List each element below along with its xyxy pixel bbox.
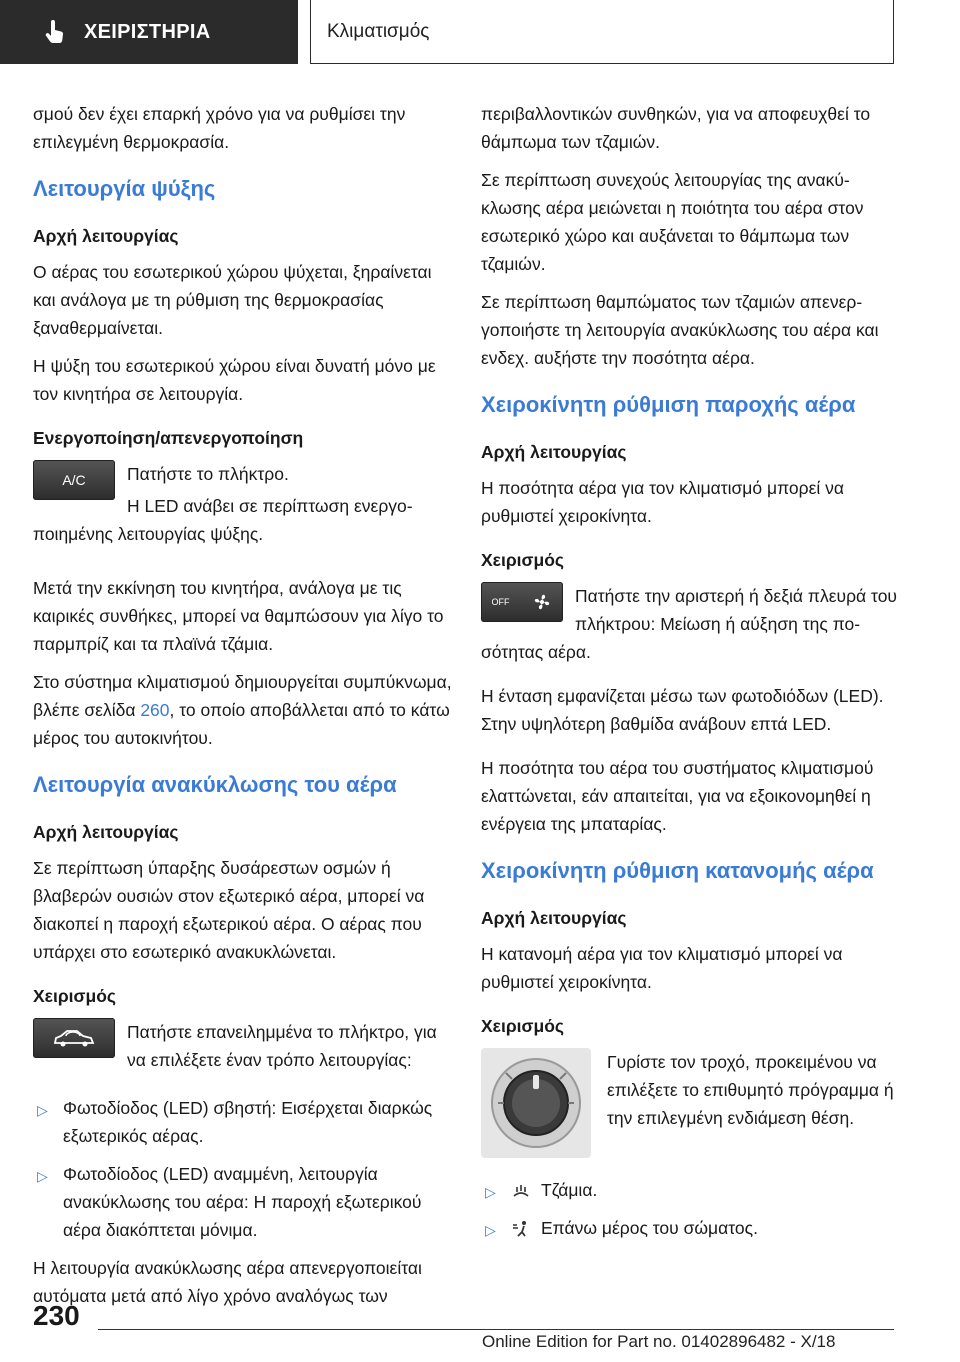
intro-paragraph: σμού δεν έχει επαρκή χρόνο για να ρυθμίσει την επιλεγμένη θερμοκρασία. [33, 104, 406, 152]
paragraph: Σε περίπτωση ύπαρξης δυσάρεστων οσμών ή βλαβερών ουσιών στον εξωτερικό αέρα, μπορεί να διακοπεί η παροχή εξωτερικού αέρα. Ο αέρας που υπάρχει στο εσωτερικό ανακυκλώνεται. [33, 858, 425, 962]
paragraph: Σε περίπτωση συνεχούς λειτουργίας της ανακύκλωσης αέρα μειώνεται η ποιότητα του αέρα στον εσωτερικό χώρο και αυξάνεται το θάμπωμα των τζαμιών. [481, 170, 864, 274]
list-item [33, 1160, 453, 1244]
hand-pointer-icon [42, 19, 68, 45]
fan-button-image [481, 582, 563, 622]
list-item [481, 1214, 901, 1242]
paragraph: Η λειτουργία ανακύκλωσης αέρα απενεργοποιείται αυτόματα μετά από λίγο χρόνο αναλόγως των [33, 1258, 422, 1306]
list-item-text: Επάνω μέρος του σώματος. [541, 1218, 758, 1238]
list-item-text: Φωτοδίοδος (LED) σβηστή: Εισέρχεται διαρκώς εξωτερικός αέρας. [63, 1098, 433, 1146]
paragraph: περιβαλλοντικών συνθηκών, για να αποφευχθεί το θάμπωμα των τζαμιών. [481, 104, 871, 152]
recirc-mode-list [33, 1094, 453, 1244]
heading-airflow: Χειροκίνητη ρύθμιση παροχής αέρα [481, 392, 856, 417]
condensate-paragraph [33, 668, 453, 752]
chapter-tab [310, 0, 894, 64]
rotary-knob-icon [486, 1053, 586, 1153]
heading-on-off: Ενεργοποίηση/απενεργοποίηση [33, 428, 304, 448]
triangle-bullet-icon: ▷ [37, 1168, 48, 1184]
distribution-list [481, 1176, 901, 1242]
paragraph: Η κατανομή αέρα για τον κλιματισμό μπορεί να ρυθμιστεί χειροκίνητα. [481, 944, 843, 992]
knob-block [481, 1048, 901, 1162]
heading-principle: Αρχή λειτουργίας [33, 822, 179, 842]
text-segment: Στο σύστημα κλιματισμού δημιουργείται συμπύκνωμα, βλέπε σελίδα [33, 672, 452, 720]
paragraph: Πατήστε την αριστερή ή δεξιά πλευρά του πλήκτρου: Μείωση ή αύξηση της ποσότητας αέρα. [481, 586, 897, 662]
list-item [481, 1176, 901, 1204]
heading-principle: Αρχή λειτουργίας [481, 442, 627, 462]
footer-edition: Online Edition for Part no. 01402896482 - X/18 [482, 1332, 836, 1351]
paragraph: Πατήστε επανειλημμένα το πλήκτρο, για να επιλέξετε έναν τρόπο λειτουργίας: [127, 1022, 437, 1070]
paragraph: Ο αέρας του εσωτερικού χώρου ψύχεται, ξηραίνεται και ανάλογα με τη ρύθμιση της θερμοκρασίας ξαναθερμαίνεται. [33, 262, 432, 338]
fan-button-block [481, 582, 901, 676]
text-segment: , το οποίο αποβάλλεται από το κάτω μέρος του αυτοκινήτου. [33, 700, 450, 748]
list-item-text: Τζάμια. [541, 1180, 598, 1200]
fan-off-label: OFF [491, 597, 510, 607]
distribution-knob-image [481, 1048, 591, 1158]
heading-recirculation: Λειτουργία ανακύκλωσης του αέρα [33, 772, 397, 797]
ac-button-image [33, 460, 115, 500]
left-column [33, 100, 453, 1320]
right-column [481, 100, 901, 1252]
recirc-button-block [33, 1018, 453, 1084]
heading-cooling: Λειτουργία ψύξης [33, 176, 216, 201]
triangle-bullet-icon: ▷ [37, 1102, 48, 1118]
recirculation-button-image [33, 1018, 115, 1058]
paragraph: Γυρίστε τον τροχό, προκειμένου να επιλέξετε το επιθυμητό πρόγραμμα ή την επιλεγμένη ενδιάμεση θέση. [607, 1052, 894, 1128]
heading-operation: Χειρισμός [33, 986, 116, 1006]
paragraph: Μετά την εκκίνηση του κινητήρα, ανάλογα με τις καιρικές συνθήκες, μπορεί να θαμπώσουν για λίγο το παρμπρίζ και τα πλαϊνά τζάμια. [33, 578, 444, 654]
chapter-tab-label: Κλιματισμός [327, 20, 430, 42]
ac-button-label: A/C [62, 472, 86, 488]
windscreen-icon [511, 1182, 531, 1200]
heading-principle: Αρχή λειτουργίας [33, 226, 179, 246]
heading-distribution: Χειροκίνητη ρύθμιση κατανομής αέρα [481, 858, 874, 883]
fan-icon [531, 591, 553, 613]
page-link[interactable]: 260 [140, 700, 170, 720]
paragraph: Η ψύξη του εσωτερικού χώρου είναι δυνατή μόνο με τον κινητήρα σε λειτουργία. [33, 356, 436, 404]
paragraph: Η ένταση εμφανίζεται μέσω των φωτοδιόδων (LED). Στην υψηλότερη βαθμίδα ανάβουν επτά LED. [481, 686, 884, 734]
paragraph: Σε περίπτωση θαμπώματος των τζαμιών απενεργοποιήστε τη λειτουργία ανακύκλωσης του αέρα και ενδεχ. αυξήστε την ποσότητα αέρα. [481, 292, 879, 368]
section-tab-label: ΧΕΙΡΙΣΤΗΡΙΑ [84, 20, 211, 43]
heading-principle: Αρχή λειτουργίας [481, 908, 627, 928]
heading-operation: Χειρισμός [481, 550, 564, 570]
triangle-bullet-icon: ▷ [485, 1184, 496, 1200]
triangle-bullet-icon: ▷ [485, 1222, 496, 1238]
car-recirculation-icon [49, 1026, 99, 1050]
list-item [33, 1094, 453, 1150]
ac-button-block [33, 460, 453, 558]
upper-body-icon [511, 1220, 531, 1238]
paragraph: Η ποσότητα αέρα για τον κλιματισμό μπορεί να ρυθμιστεί χειροκίνητα. [481, 478, 844, 526]
paragraph: Η ποσότητα του αέρα του συστήματος κλιματισμού ελαττώνεται, εάν απαιτείται, για να εξοικονομηθεί η ενέργεια της μπαταρίας. [481, 758, 874, 834]
list-item-text: Φωτοδίοδος (LED) αναμμένη, λειτουργία ανακύκλωσης του αέρα: Η παροχή εξωτερικού αέρα διακόπτεται μόνιμα. [63, 1164, 422, 1240]
footer-divider [98, 1329, 894, 1330]
paragraph: Η LED ανάβει σε περίπτωση ενεργοποιημένης λειτουργίας ψύξης. [33, 496, 413, 544]
page-number: 230 [33, 1300, 80, 1331]
heading-operation: Χειρισμός [481, 1016, 564, 1036]
section-tab [0, 0, 298, 64]
paragraph: Πατήστε το πλήκτρο. [127, 464, 289, 484]
